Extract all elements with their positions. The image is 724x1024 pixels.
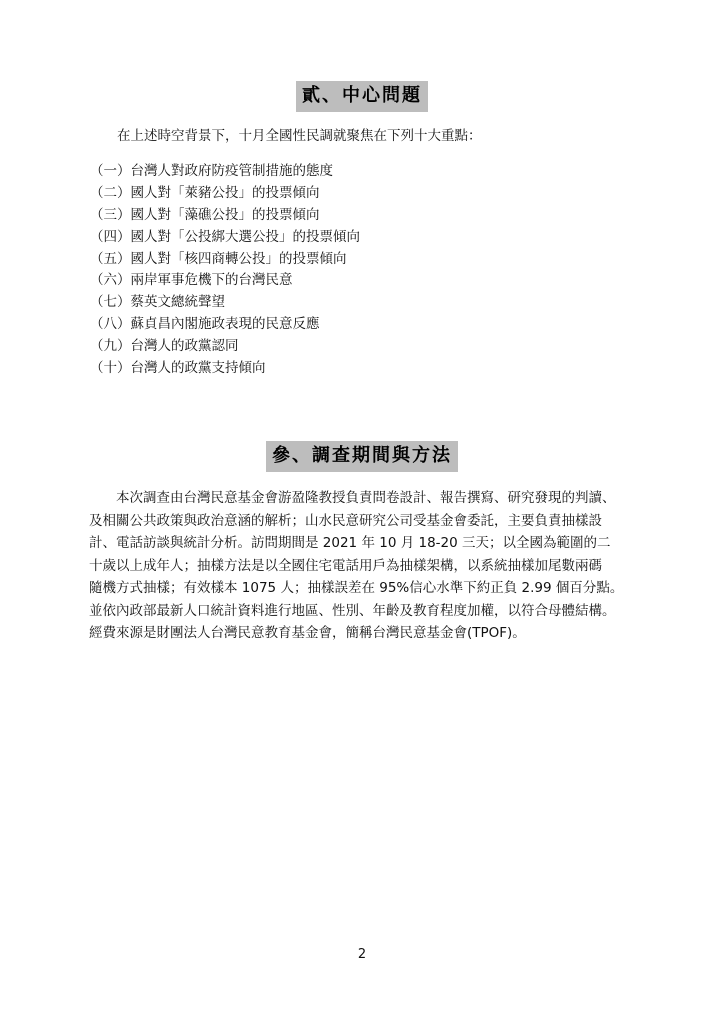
list-item: （三）國人對「藻礁公投」的投票傾向 [90, 206, 320, 223]
paragraph-line: 十歲以上成年人；抽樣方法是以全國住宅電話用戶為抽樣架構，以系統抽樣加尾數兩碼 [89, 557, 602, 574]
paragraph-line: 本次調查由台灣民意基金會游盈隆教授負責問卷設計、報告撰寫、研究發現的判讀、 [116, 490, 616, 506]
list-item: （七）蔡英文總統聲望 [90, 294, 225, 311]
list-item: （十）台灣人的政黨支持傾向 [90, 360, 266, 377]
list-item: （九）台灣人的政黨認同 [90, 338, 239, 355]
list-item: （五）國人對「核四商轉公投」的投票傾向 [90, 250, 347, 267]
paragraph-line: 及相關公共政策與政治意涵的解析；山水民意研究公司受基金會委託，主要負責抽樣設 [89, 512, 602, 529]
section-2-intro: 在上述時空背景下，十月全國性民調就聚焦在下列十大重點： [117, 128, 482, 144]
section-heading-wrapper [0, 81, 724, 112]
paragraph-line: 並依內政部最新人口統計資料進行地區、性別、年齡及教育程度加權，以符合母體結構。 [89, 602, 616, 619]
list-item: （八）蘇貞昌內閣施政表現的民意反應 [90, 316, 320, 333]
list-item: （四）國人對「公投綁大選公投」的投票傾向 [90, 228, 360, 245]
paragraph-line: 經費來源是財團法人台灣民意教育基金會，簡稱台灣民意基金會(TPOF)。 [89, 625, 526, 641]
list-item: （二）國人對「萊豬公投」的投票傾向 [90, 184, 320, 201]
page-number: 2 [357, 947, 367, 962]
list-item: （一）台灣人對政府防疫管制措施的態度 [90, 163, 333, 179]
section-2-title: 貳、中心問題 [296, 81, 428, 112]
paragraph-line: 隨機方式抽樣；有效樣本 1075 人；抽樣誤差在 95%信心水準下約正負 2.99 個百分點。 [89, 580, 624, 596]
section-heading-wrapper [0, 441, 724, 472]
section-3-title: 參、調查期間與方法 [266, 441, 458, 472]
focus-topics-list [90, 161, 360, 380]
list-item: （六）兩岸軍事危機下的台灣民意 [90, 272, 293, 289]
method-paragraph [89, 487, 649, 645]
paragraph-line: 計、電話訪談與統計分析。訪問期間是 2021 年 10 月 18-20 三天；以全國為範圍的二 [89, 535, 611, 551]
